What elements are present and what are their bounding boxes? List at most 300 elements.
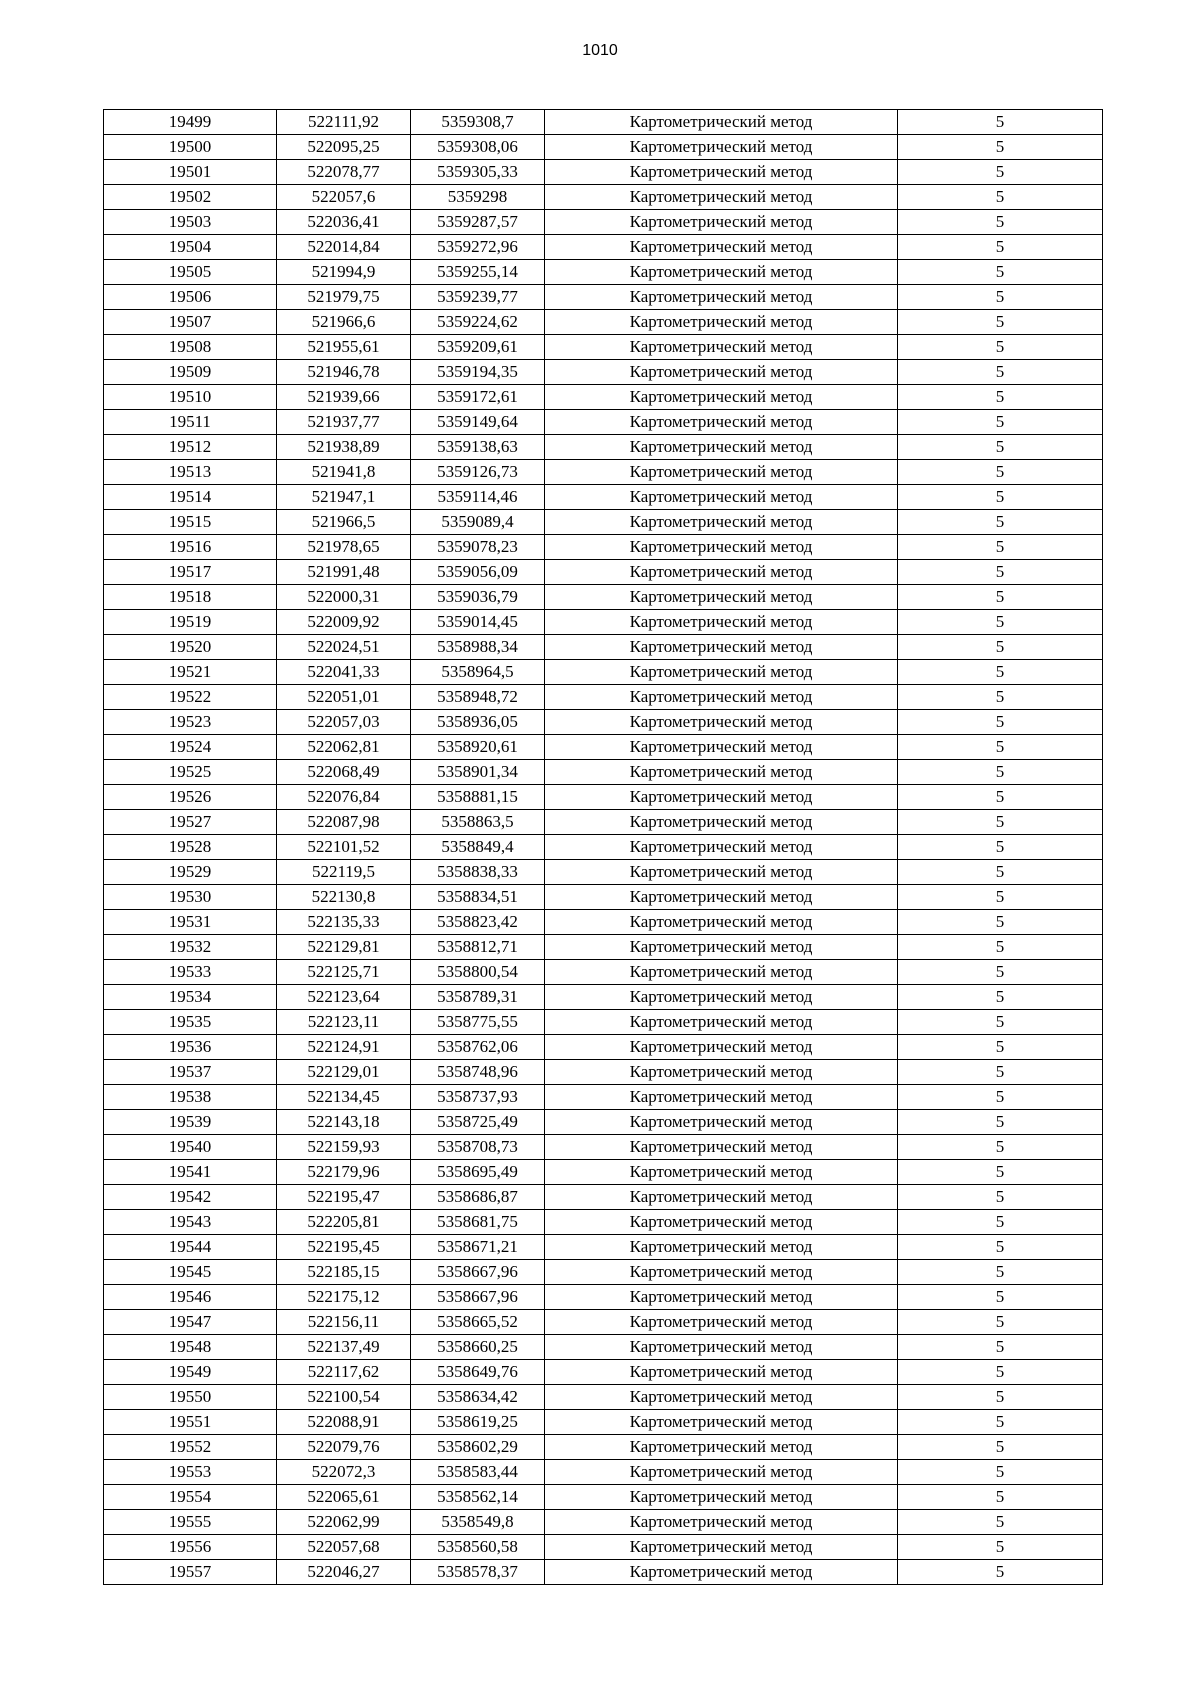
point-number-cell: 19551 [104, 1410, 277, 1435]
point-number-cell: 19511 [104, 410, 277, 435]
table-row [104, 1385, 1103, 1410]
point-number-cell: 19527 [104, 810, 277, 835]
method-cell: Картометрический метод [545, 1510, 898, 1535]
method-cell: Картометрический метод [545, 310, 898, 335]
y-coordinate-cell: 5358671,21 [411, 1235, 545, 1260]
point-number-cell: 19519 [104, 610, 277, 635]
x-coordinate-cell: 522129,01 [277, 1060, 411, 1085]
x-coordinate-cell: 522195,47 [277, 1185, 411, 1210]
method-cell: Картометрический метод [545, 685, 898, 710]
method-cell: Картометрический метод [545, 760, 898, 785]
x-coordinate-cell: 521938,89 [277, 435, 411, 460]
point-number-cell: 19523 [104, 710, 277, 735]
table-row [104, 385, 1103, 410]
x-coordinate-cell: 522009,92 [277, 610, 411, 635]
method-cell: Картометрический метод [545, 210, 898, 235]
table-row [104, 585, 1103, 610]
accuracy-cell: 5 [898, 1060, 1103, 1085]
method-cell: Картометрический метод [545, 485, 898, 510]
x-coordinate-cell: 522124,91 [277, 1035, 411, 1060]
accuracy-cell: 5 [898, 1310, 1103, 1335]
point-number-cell: 19554 [104, 1485, 277, 1510]
method-cell: Картометрический метод [545, 1135, 898, 1160]
accuracy-cell: 5 [898, 1460, 1103, 1485]
y-coordinate-cell: 5359255,14 [411, 260, 545, 285]
x-coordinate-cell: 522119,5 [277, 860, 411, 885]
point-number-cell: 19544 [104, 1235, 277, 1260]
y-coordinate-cell: 5358762,06 [411, 1035, 545, 1060]
y-coordinate-cell: 5358988,34 [411, 635, 545, 660]
x-coordinate-cell: 522205,81 [277, 1210, 411, 1235]
y-coordinate-cell: 5358838,33 [411, 860, 545, 885]
x-coordinate-cell: 522143,18 [277, 1110, 411, 1135]
table-row [104, 185, 1103, 210]
accuracy-cell: 5 [898, 260, 1103, 285]
method-cell: Картометрический метод [545, 1410, 898, 1435]
method-cell: Картометрический метод [545, 1385, 898, 1410]
method-cell: Картометрический метод [545, 735, 898, 760]
point-number-cell: 19540 [104, 1135, 277, 1160]
accuracy-cell: 5 [898, 985, 1103, 1010]
table-row [104, 1535, 1103, 1560]
accuracy-cell: 5 [898, 460, 1103, 485]
y-coordinate-cell: 5358549,8 [411, 1510, 545, 1535]
method-cell: Картометрический метод [545, 1560, 898, 1585]
x-coordinate-cell: 522065,61 [277, 1485, 411, 1510]
page-number: 1010 [582, 42, 618, 59]
table-row [104, 535, 1103, 560]
accuracy-cell: 5 [898, 285, 1103, 310]
accuracy-cell: 5 [898, 1160, 1103, 1185]
table-row [104, 110, 1103, 135]
accuracy-cell: 5 [898, 135, 1103, 160]
table-row [104, 285, 1103, 310]
y-coordinate-cell: 5358665,52 [411, 1310, 545, 1335]
point-number-cell: 19536 [104, 1035, 277, 1060]
y-coordinate-cell: 5359138,63 [411, 435, 545, 460]
table-row [104, 735, 1103, 760]
point-number-cell: 19510 [104, 385, 277, 410]
method-cell: Картометрический метод [545, 1460, 898, 1485]
x-coordinate-cell: 522111,92 [277, 110, 411, 135]
method-cell: Картометрический метод [545, 860, 898, 885]
x-coordinate-cell: 521978,65 [277, 535, 411, 560]
x-coordinate-cell: 522057,68 [277, 1535, 411, 1560]
y-coordinate-cell: 5359305,33 [411, 160, 545, 185]
table-row [104, 685, 1103, 710]
table-row [104, 1510, 1103, 1535]
table-row [104, 1335, 1103, 1360]
accuracy-cell: 5 [898, 785, 1103, 810]
method-cell: Картометрический метод [545, 710, 898, 735]
accuracy-cell: 5 [898, 910, 1103, 935]
method-cell: Картометрический метод [545, 960, 898, 985]
point-number-cell: 19521 [104, 660, 277, 685]
x-coordinate-cell: 522130,8 [277, 885, 411, 910]
point-number-cell: 19504 [104, 235, 277, 260]
table-row [104, 1310, 1103, 1335]
x-coordinate-cell: 522046,27 [277, 1560, 411, 1585]
accuracy-cell: 5 [898, 385, 1103, 410]
point-number-cell: 19533 [104, 960, 277, 985]
accuracy-cell: 5 [898, 560, 1103, 585]
accuracy-cell: 5 [898, 1410, 1103, 1435]
accuracy-cell: 5 [898, 335, 1103, 360]
x-coordinate-cell: 521994,9 [277, 260, 411, 285]
y-coordinate-cell: 5358602,29 [411, 1435, 545, 1460]
table-row [104, 1085, 1103, 1110]
accuracy-cell: 5 [898, 710, 1103, 735]
accuracy-cell: 5 [898, 310, 1103, 335]
method-cell: Картометрический метод [545, 1260, 898, 1285]
x-coordinate-cell: 522134,45 [277, 1085, 411, 1110]
x-coordinate-cell: 522041,33 [277, 660, 411, 685]
y-coordinate-cell: 5359287,57 [411, 210, 545, 235]
table-row [104, 1135, 1103, 1160]
table-row [104, 1485, 1103, 1510]
y-coordinate-cell: 5358823,42 [411, 910, 545, 935]
method-cell: Картометрический метод [545, 160, 898, 185]
method-cell: Картометрический метод [545, 385, 898, 410]
y-coordinate-cell: 5358881,15 [411, 785, 545, 810]
method-cell: Картометрический метод [545, 435, 898, 460]
accuracy-cell: 5 [898, 510, 1103, 535]
accuracy-cell: 5 [898, 1110, 1103, 1135]
x-coordinate-cell: 522101,52 [277, 835, 411, 860]
y-coordinate-cell: 5359209,61 [411, 335, 545, 360]
point-number-cell: 19552 [104, 1435, 277, 1460]
method-cell: Картометрический метод [545, 235, 898, 260]
y-coordinate-cell: 5359239,77 [411, 285, 545, 310]
accuracy-cell: 5 [898, 1285, 1103, 1310]
method-cell: Картометрический метод [545, 1535, 898, 1560]
x-coordinate-cell: 521991,48 [277, 560, 411, 585]
x-coordinate-cell: 522100,54 [277, 1385, 411, 1410]
x-coordinate-cell: 522079,76 [277, 1435, 411, 1460]
point-number-cell: 19557 [104, 1560, 277, 1585]
point-number-cell: 19502 [104, 185, 277, 210]
method-cell: Картометрический метод [545, 360, 898, 385]
method-cell: Картометрический метод [545, 135, 898, 160]
method-cell: Картометрический метод [545, 1235, 898, 1260]
y-coordinate-cell: 5359126,73 [411, 460, 545, 485]
point-number-cell: 19550 [104, 1385, 277, 1410]
x-coordinate-cell: 522159,93 [277, 1135, 411, 1160]
accuracy-cell: 5 [898, 660, 1103, 685]
y-coordinate-cell: 5358708,73 [411, 1135, 545, 1160]
accuracy-cell: 5 [898, 360, 1103, 385]
y-coordinate-cell: 5359089,4 [411, 510, 545, 535]
x-coordinate-cell: 522036,41 [277, 210, 411, 235]
y-coordinate-cell: 5358560,58 [411, 1535, 545, 1560]
y-coordinate-cell: 5359308,7 [411, 110, 545, 135]
y-coordinate-cell: 5358863,5 [411, 810, 545, 835]
x-coordinate-cell: 522129,81 [277, 935, 411, 960]
point-number-cell: 19525 [104, 760, 277, 785]
accuracy-cell: 5 [898, 1335, 1103, 1360]
x-coordinate-cell: 522078,77 [277, 160, 411, 185]
method-cell: Картометрический метод [545, 410, 898, 435]
x-coordinate-cell: 522072,3 [277, 1460, 411, 1485]
method-cell: Картометрический метод [545, 110, 898, 135]
y-coordinate-cell: 5358812,71 [411, 935, 545, 960]
method-cell: Картометрический метод [545, 1010, 898, 1035]
y-coordinate-cell: 5359056,09 [411, 560, 545, 585]
accuracy-cell: 5 [898, 735, 1103, 760]
x-coordinate-cell: 521946,78 [277, 360, 411, 385]
y-coordinate-cell: 5358667,96 [411, 1260, 545, 1285]
point-number-cell: 19555 [104, 1510, 277, 1535]
point-number-cell: 19549 [104, 1360, 277, 1385]
y-coordinate-cell: 5358583,44 [411, 1460, 545, 1485]
table-row [104, 1285, 1103, 1310]
accuracy-cell: 5 [898, 1560, 1103, 1585]
x-coordinate-cell: 522076,84 [277, 785, 411, 810]
y-coordinate-cell: 5358725,49 [411, 1110, 545, 1135]
x-coordinate-cell: 521966,5 [277, 510, 411, 535]
y-coordinate-cell: 5359014,45 [411, 610, 545, 635]
y-coordinate-cell: 5358660,25 [411, 1335, 545, 1360]
x-coordinate-cell: 522135,33 [277, 910, 411, 935]
point-number-cell: 19545 [104, 1260, 277, 1285]
method-cell: Картометрический метод [545, 635, 898, 660]
method-cell: Картометрический метод [545, 510, 898, 535]
x-coordinate-cell: 522057,03 [277, 710, 411, 735]
method-cell: Картометрический метод [545, 560, 898, 585]
point-number-cell: 19541 [104, 1160, 277, 1185]
point-number-cell: 19539 [104, 1110, 277, 1135]
table-row [104, 1460, 1103, 1485]
point-number-cell: 19531 [104, 910, 277, 935]
coordinates-table [103, 109, 1103, 1585]
method-cell: Картометрический метод [545, 610, 898, 635]
x-coordinate-cell: 522185,15 [277, 1260, 411, 1285]
table-row [104, 985, 1103, 1010]
point-number-cell: 19529 [104, 860, 277, 885]
x-coordinate-cell: 521941,8 [277, 460, 411, 485]
y-coordinate-cell: 5359036,79 [411, 585, 545, 610]
method-cell: Картометрический метод [545, 810, 898, 835]
point-number-cell: 19503 [104, 210, 277, 235]
method-cell: Картометрический метод [545, 985, 898, 1010]
method-cell: Картометрический метод [545, 1060, 898, 1085]
point-number-cell: 19516 [104, 535, 277, 560]
y-coordinate-cell: 5359172,61 [411, 385, 545, 410]
accuracy-cell: 5 [898, 1260, 1103, 1285]
point-number-cell: 19518 [104, 585, 277, 610]
method-cell: Картометрический метод [545, 1085, 898, 1110]
table-row [104, 235, 1103, 260]
accuracy-cell: 5 [898, 1035, 1103, 1060]
point-number-cell: 19528 [104, 835, 277, 860]
x-coordinate-cell: 522095,25 [277, 135, 411, 160]
method-cell: Картометрический метод [545, 1360, 898, 1385]
accuracy-cell: 5 [898, 1485, 1103, 1510]
x-coordinate-cell: 522117,62 [277, 1360, 411, 1385]
point-number-cell: 19506 [104, 285, 277, 310]
point-number-cell: 19509 [104, 360, 277, 385]
x-coordinate-cell: 522062,81 [277, 735, 411, 760]
method-cell: Картометрический метод [545, 460, 898, 485]
x-coordinate-cell: 522062,99 [277, 1510, 411, 1535]
table-row [104, 885, 1103, 910]
point-number-cell: 19505 [104, 260, 277, 285]
accuracy-cell: 5 [898, 1010, 1103, 1035]
table-row [104, 335, 1103, 360]
method-cell: Картометрический метод [545, 1210, 898, 1235]
method-cell: Картометрический метод [545, 185, 898, 210]
method-cell: Картометрический метод [545, 535, 898, 560]
method-cell: Картометрический метод [545, 1435, 898, 1460]
method-cell: Картометрический метод [545, 1310, 898, 1335]
y-coordinate-cell: 5358619,25 [411, 1410, 545, 1435]
method-cell: Картометрический метод [545, 1160, 898, 1185]
y-coordinate-cell: 5358775,55 [411, 1010, 545, 1035]
table-row [104, 960, 1103, 985]
accuracy-cell: 5 [898, 1535, 1103, 1560]
accuracy-cell: 5 [898, 185, 1103, 210]
method-cell: Картометрический метод [545, 885, 898, 910]
point-number-cell: 19526 [104, 785, 277, 810]
accuracy-cell: 5 [898, 535, 1103, 560]
table-row [104, 635, 1103, 660]
x-coordinate-cell: 522156,11 [277, 1310, 411, 1335]
table-row [104, 1160, 1103, 1185]
point-number-cell: 19500 [104, 135, 277, 160]
table-row [104, 1410, 1103, 1435]
table-row [104, 410, 1103, 435]
accuracy-cell: 5 [898, 1185, 1103, 1210]
table-row [104, 135, 1103, 160]
table-row [104, 435, 1103, 460]
table-row [104, 1235, 1103, 1260]
x-coordinate-cell: 522087,98 [277, 810, 411, 835]
table-row [104, 1560, 1103, 1585]
table-row [104, 810, 1103, 835]
x-coordinate-cell: 522175,12 [277, 1285, 411, 1310]
accuracy-cell: 5 [898, 1085, 1103, 1110]
x-coordinate-cell: 522000,31 [277, 585, 411, 610]
accuracy-cell: 5 [898, 1235, 1103, 1260]
method-cell: Картометрический метод [545, 1110, 898, 1135]
y-coordinate-cell: 5358578,37 [411, 1560, 545, 1585]
accuracy-cell: 5 [898, 1385, 1103, 1410]
table-row [104, 460, 1103, 485]
point-number-cell: 19543 [104, 1210, 277, 1235]
accuracy-cell: 5 [898, 835, 1103, 860]
point-number-cell: 19542 [104, 1185, 277, 1210]
accuracy-cell: 5 [898, 960, 1103, 985]
point-number-cell: 19520 [104, 635, 277, 660]
table-row [104, 610, 1103, 635]
point-number-cell: 19508 [104, 335, 277, 360]
accuracy-cell: 5 [898, 585, 1103, 610]
x-coordinate-cell: 522125,71 [277, 960, 411, 985]
method-cell: Картометрический метод [545, 660, 898, 685]
method-cell: Картометрический метод [545, 1035, 898, 1060]
x-coordinate-cell: 522068,49 [277, 760, 411, 785]
table-row [104, 1435, 1103, 1460]
accuracy-cell: 5 [898, 235, 1103, 260]
y-coordinate-cell: 5358849,4 [411, 835, 545, 860]
table-row [104, 835, 1103, 860]
point-number-cell: 19532 [104, 935, 277, 960]
table-row [104, 760, 1103, 785]
method-cell: Картометрический метод [545, 835, 898, 860]
y-coordinate-cell: 5358667,96 [411, 1285, 545, 1310]
x-coordinate-cell: 522137,49 [277, 1335, 411, 1360]
accuracy-cell: 5 [898, 485, 1103, 510]
table-row [104, 1260, 1103, 1285]
point-number-cell: 19507 [104, 310, 277, 335]
point-number-cell: 19553 [104, 1460, 277, 1485]
table-row [104, 710, 1103, 735]
y-coordinate-cell: 5358748,96 [411, 1060, 545, 1085]
point-number-cell: 19515 [104, 510, 277, 535]
table-row [104, 260, 1103, 285]
y-coordinate-cell: 5359114,46 [411, 485, 545, 510]
table-row [104, 910, 1103, 935]
y-coordinate-cell: 5359298 [411, 185, 545, 210]
table-row [104, 785, 1103, 810]
table-row [104, 1185, 1103, 1210]
point-number-cell: 19499 [104, 110, 277, 135]
y-coordinate-cell: 5359078,23 [411, 535, 545, 560]
x-coordinate-cell: 522195,45 [277, 1235, 411, 1260]
y-coordinate-cell: 5359149,64 [411, 410, 545, 435]
point-number-cell: 19546 [104, 1285, 277, 1310]
x-coordinate-cell: 521979,75 [277, 285, 411, 310]
y-coordinate-cell: 5359194,35 [411, 360, 545, 385]
point-number-cell: 19548 [104, 1335, 277, 1360]
table-row [104, 1035, 1103, 1060]
accuracy-cell: 5 [898, 410, 1103, 435]
method-cell: Картометрический метод [545, 1485, 898, 1510]
accuracy-cell: 5 [898, 160, 1103, 185]
x-coordinate-cell: 521955,61 [277, 335, 411, 360]
x-coordinate-cell: 522051,01 [277, 685, 411, 710]
y-coordinate-cell: 5358737,93 [411, 1085, 545, 1110]
x-coordinate-cell: 521939,66 [277, 385, 411, 410]
y-coordinate-cell: 5358649,76 [411, 1360, 545, 1385]
table-row [104, 310, 1103, 335]
y-coordinate-cell: 5359272,96 [411, 235, 545, 260]
method-cell: Картометрический метод [545, 1285, 898, 1310]
point-number-cell: 19517 [104, 560, 277, 585]
y-coordinate-cell: 5358789,31 [411, 985, 545, 1010]
y-coordinate-cell: 5358681,75 [411, 1210, 545, 1235]
table-row [104, 935, 1103, 960]
y-coordinate-cell: 5358920,61 [411, 735, 545, 760]
x-coordinate-cell: 522024,51 [277, 635, 411, 660]
table-row [104, 510, 1103, 535]
method-cell: Картометрический метод [545, 260, 898, 285]
point-number-cell: 19524 [104, 735, 277, 760]
accuracy-cell: 5 [898, 1435, 1103, 1460]
accuracy-cell: 5 [898, 810, 1103, 835]
point-number-cell: 19514 [104, 485, 277, 510]
point-number-cell: 19534 [104, 985, 277, 1010]
accuracy-cell: 5 [898, 635, 1103, 660]
x-coordinate-cell: 521947,1 [277, 485, 411, 510]
table-row [104, 1010, 1103, 1035]
y-coordinate-cell: 5358695,49 [411, 1160, 545, 1185]
table-row [104, 1360, 1103, 1385]
point-number-cell: 19501 [104, 160, 277, 185]
method-cell: Картометрический метод [545, 585, 898, 610]
point-number-cell: 19556 [104, 1535, 277, 1560]
method-cell: Картометрический метод [545, 285, 898, 310]
